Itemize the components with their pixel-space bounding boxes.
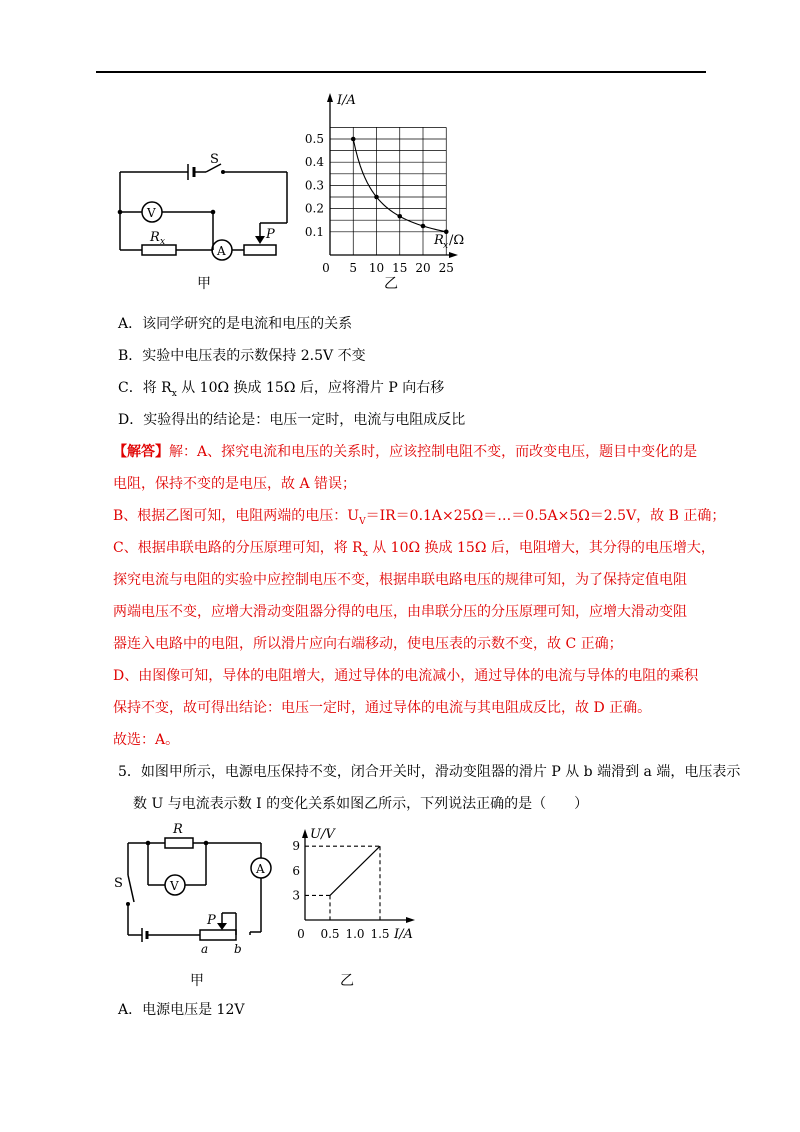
header-rule: [96, 71, 706, 73]
y-tick-labels: [292, 839, 300, 902]
slider-label: P: [207, 913, 216, 928]
circuit-diagram-1: [100, 150, 300, 300]
x-axis-arrow: [449, 252, 458, 258]
switch-label: S: [210, 152, 219, 167]
switch-label: S: [114, 876, 123, 891]
slider-label: P: [266, 227, 275, 242]
circuit-diagram-2: [110, 820, 280, 990]
x-tick-label: 10: [368, 261, 385, 275]
question-5-line-1: 5．如图甲所示，电源电压保持不变，闭合开关时，滑动变阻器的滑片 P 从 b 端滑到 a 端，电压表示: [118, 764, 741, 780]
y-tick-label: 0.4: [305, 155, 324, 170]
answer-line-7: 器连入电路中的电阻，所以滑片应向右端移动，使电压表的示数不变，故 C 正确；: [113, 636, 623, 652]
data-point: [351, 137, 356, 142]
x-tick-label: 0.5: [320, 927, 340, 941]
y-tick-label: 3: [292, 888, 300, 903]
end-b-label: b: [234, 942, 242, 956]
x-axis-label-sub: x: [443, 241, 449, 251]
answer-subscript-v: V: [359, 516, 366, 527]
answer-tag: 【解答】: [113, 444, 169, 460]
option-d: D．实验得出的结论是：电压一定时，电流与电阻成反比: [118, 412, 466, 428]
question-5-option-a: A．电源电压是 12V: [118, 1002, 245, 1018]
answer-line-5: 探究电流与电阻的实验中应控制电压不变，根据串联电路电压的规律可知，为了保持定值电阻: [113, 572, 687, 588]
y-axis-arrow: [302, 829, 308, 838]
question-5-line-2: 数 U 与电流表示数 I 的变化关系如图乙所示，下列说法正确的是（ ）: [133, 796, 589, 812]
y-tick-label: 0.5: [305, 132, 324, 146]
x-tick-labels: [322, 261, 454, 275]
y-tick-label: 9: [292, 839, 300, 854]
resistor-label: R: [173, 822, 183, 837]
option-b: B．实验中电压表的示数保持 2.5V 不变: [118, 348, 366, 364]
answer-line-2: 电阻，保持不变的是电压，故 A 错误；: [113, 476, 357, 492]
y-axis-label: I/A: [337, 93, 356, 108]
resistor-subscript: x: [160, 237, 166, 247]
option-c-subscript: x: [171, 388, 177, 399]
resistor-label: R: [150, 230, 160, 245]
x-axis-label-main: R: [434, 233, 444, 248]
y-tick-label: 0.3: [305, 178, 324, 193]
figure-caption: 甲: [197, 276, 211, 292]
voltmeter-label: V: [170, 879, 179, 893]
y-axis-label: U/V: [310, 827, 335, 842]
x-tick-label: 1.5: [370, 927, 390, 941]
x-tick-label: 0: [322, 261, 330, 275]
answer-line-3: [113, 506, 725, 532]
y-tick-labels: [305, 132, 324, 239]
end-a-label: a: [201, 942, 209, 956]
data-line: [330, 846, 380, 895]
answer-subscript-x: x: [362, 548, 368, 559]
option-c-rest: 从 10Ω 换成 15Ω 后，应将滑片 P 向右移: [176, 380, 445, 396]
data-point: [397, 214, 402, 219]
x-axis-arrow: [406, 917, 415, 923]
y-tick-label: 0.1: [305, 224, 324, 239]
answer-line-4: [113, 538, 715, 564]
option-c: [118, 378, 444, 404]
grid: [330, 127, 449, 255]
y-axis-arrow: [327, 93, 333, 102]
option-a: A．该同学研究的是电流和电压的关系: [118, 316, 353, 332]
answer-line-1: [113, 442, 697, 462]
ammeter-label: A: [256, 862, 265, 876]
figure-caption: 乙: [384, 276, 398, 292]
x-tick-label: 15: [392, 261, 408, 275]
x-tick-label: 1.0: [345, 927, 365, 941]
data-point: [444, 230, 449, 235]
data-point: [421, 224, 426, 229]
voltmeter-label: V: [147, 206, 156, 220]
x-axis-label-unit: /Ω: [449, 233, 465, 248]
figure-caption: 甲: [190, 973, 204, 989]
voltage-current-graph: [290, 822, 430, 990]
answer-line-8: D、由图像可知，导体的电阻增大，通过导体的电流减小，通过导体的电流与导体的电阻的乘积: [113, 668, 699, 684]
answer-text-3b: ＝IR＝0.1A×25Ω＝…＝0.5A×5Ω＝2.5V，故 B 正确；: [365, 508, 726, 524]
answer-line-9: 保持不变，故可得出结论：电压一定时，通过导体的电流与其电阻成反比，故 D 正确。: [113, 700, 652, 716]
x-axis-label: I/A: [394, 927, 413, 942]
y-tick-label: 0.2: [305, 201, 324, 216]
x-tick-label: 0: [297, 927, 305, 941]
figure-caption: 乙: [340, 973, 354, 989]
data-point: [374, 195, 379, 200]
ammeter-label: A: [217, 244, 226, 258]
answer-line-10: 故选：A。: [113, 732, 180, 748]
answer-text-1: 解：A、探究电流和电压的关系时，应该控制电阻不变，而改变电压，题目中变化的是: [169, 444, 698, 460]
answer-text-3a: B、根据乙图可知，电阻两端的电压：U: [113, 508, 360, 524]
x-tick-labels: [297, 927, 389, 941]
current-resistance-graph: [305, 88, 485, 298]
option-c-text: C．将 R: [118, 380, 172, 396]
answer-text-4b: 从 10Ω 换成 15Ω 后，电阻增大，其分得的电压增大，: [367, 540, 715, 556]
answer-text-4a: C、根据串联电路的分压原理可知，将 R: [113, 540, 363, 556]
x-tick-label: 5: [349, 261, 358, 275]
x-tick-label: 25: [438, 261, 454, 275]
y-tick-label: 6: [292, 863, 300, 878]
answer-line-6: 两端电压不变，应增大滑动变阻器分得的电压，由串联分压的分压原理可知，应增大滑动变阻: [113, 604, 687, 620]
x-tick-label: 20: [415, 261, 431, 275]
